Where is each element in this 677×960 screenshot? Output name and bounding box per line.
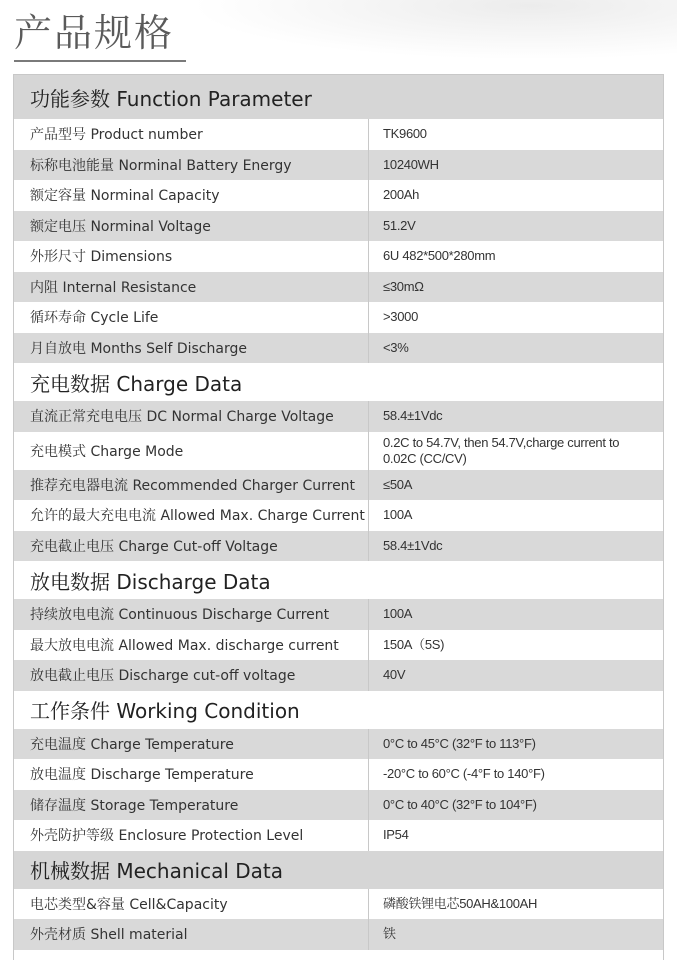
- spec-row-shell-material: [14, 919, 663, 950]
- spec-row-discharge-temperature: [14, 759, 663, 790]
- spec-label: 内阻 Internal Resistance: [14, 272, 369, 303]
- spec-row-charge-cutoff-voltage: [14, 531, 663, 562]
- spec-row-max-charge-current: [14, 500, 663, 531]
- spec-label: 充电截止电压 Charge Cut-off Voltage: [14, 531, 369, 562]
- spec-table: [13, 74, 664, 960]
- spec-row-discharge-cutoff: [14, 660, 663, 691]
- title-underline: [14, 60, 186, 62]
- spec-value: 0.2C to 54.7V, then 54.7V,charge current to 0.02C (CC/CV): [383, 434, 620, 466]
- section-header-working-condition: 工作条件 Working Condition: [14, 691, 663, 729]
- spec-label: 持续放电电流 Continuous Discharge Current: [14, 599, 369, 630]
- spec-row-capacity: [14, 180, 663, 211]
- spec-value: 58.4±1Vdc: [383, 537, 443, 553]
- spec-row-cycle-life: [14, 302, 663, 333]
- spec-label: 电芯类型&容量 Cell&Capacity: [14, 889, 369, 920]
- spec-label: 推荐充电器电流 Recommended Charger Current: [14, 470, 369, 501]
- spec-value: 58.4±1Vdc: [383, 408, 443, 424]
- spec-value: 铁: [383, 926, 396, 942]
- spec-label: 外壳防护等级 Enclosure Protection Level: [14, 820, 369, 851]
- spec-value: 0°C to 45°C (32°F to 113°F): [383, 735, 536, 751]
- spec-label: 外壳材质 Shell material: [14, 919, 369, 950]
- spec-value: ≤30mΩ: [383, 278, 424, 294]
- section-header-charge-data: 充电数据 Charge Data: [14, 363, 663, 401]
- spec-row-cell-capacity: [14, 889, 663, 920]
- spec-row-charge-temperature: [14, 729, 663, 760]
- spec-row-voltage: [14, 211, 663, 242]
- spec-label: 储存温度 Storage Temperature: [14, 790, 369, 821]
- spec-value: 10240WH: [383, 156, 439, 172]
- spec-value: -20°C to 60°C (-4°F to 140°F): [383, 766, 545, 782]
- spec-row-battery-energy: [14, 150, 663, 181]
- spec-label: 放电截止电压 Discharge cut-off voltage: [14, 660, 369, 691]
- title-background-glow: [190, 0, 677, 60]
- page-title: 产品规格: [14, 11, 175, 55]
- spec-row-protection-level: [14, 820, 663, 851]
- spec-row-dc-charge-voltage: [14, 401, 663, 432]
- spec-row-product-number: [14, 119, 663, 150]
- spec-label: 月自放电 Months Self Discharge: [14, 333, 369, 364]
- spec-label: 额定容量 Norminal Capacity: [14, 180, 369, 211]
- spec-row-continuous-discharge: [14, 599, 663, 630]
- spec-value: TK9600: [383, 126, 427, 142]
- spec-label: 充电模式 Charge Mode: [14, 432, 369, 470]
- spec-value: 6U 482*500*280mm: [383, 248, 496, 264]
- spec-row-max-discharge: [14, 630, 663, 661]
- spec-row-self-discharge: [14, 333, 663, 364]
- section-header-discharge-data: 放电数据 Discharge Data: [14, 561, 663, 599]
- spec-label: 放电温度 Discharge Temperature: [14, 759, 369, 790]
- spec-value: IP54: [383, 827, 409, 843]
- spec-row-storage-temperature: [14, 790, 663, 821]
- spec-label: 标称电池能量 Norminal Battery Energy: [14, 150, 369, 181]
- spec-label: 允许的最大充电电流 Allowed Max. Charge Current: [14, 500, 369, 531]
- spec-row-dimensions: [14, 241, 663, 272]
- spec-label: 产品型号 Product number: [14, 119, 369, 150]
- spec-value: 200Ah: [383, 187, 420, 203]
- spec-value: 磷酸铁锂电芯50AH&100AH: [383, 895, 538, 911]
- spec-value: 150A（5S): [383, 636, 445, 652]
- spec-value: <3%: [383, 339, 409, 355]
- spec-value: 100A: [383, 507, 413, 523]
- spec-row-charger-current: [14, 470, 663, 501]
- section-header-mechanical-data: 机械数据 Mechanical Data: [14, 851, 663, 889]
- spec-label: 最大放电电流 Allowed Max. discharge current: [14, 630, 369, 661]
- spec-value: 0°C to 40°C (32°F to 104°F): [383, 796, 537, 812]
- spec-label: 外形尺寸 Dimensions: [14, 241, 369, 272]
- spec-label: 额定电压 Norminal Voltage: [14, 211, 369, 242]
- spec-label: 直流正常充电电压 DC Normal Charge Voltage: [14, 401, 369, 432]
- spec-row-charge-mode: [14, 432, 663, 470]
- spec-label: 循环寿命 Cycle Life: [14, 302, 369, 333]
- spec-label: 充电温度 Charge Temperature: [14, 729, 369, 760]
- spec-value: 51.2V: [383, 217, 416, 233]
- spec-value: >3000: [383, 309, 419, 325]
- section-header-function-parameter: 功能参数 Function Parameter: [14, 75, 663, 119]
- spec-value: 100A: [383, 606, 413, 622]
- spec-value: ≤50A: [383, 476, 413, 492]
- spec-row-internal-resistance: [14, 272, 663, 303]
- spec-value: 40V: [383, 667, 406, 683]
